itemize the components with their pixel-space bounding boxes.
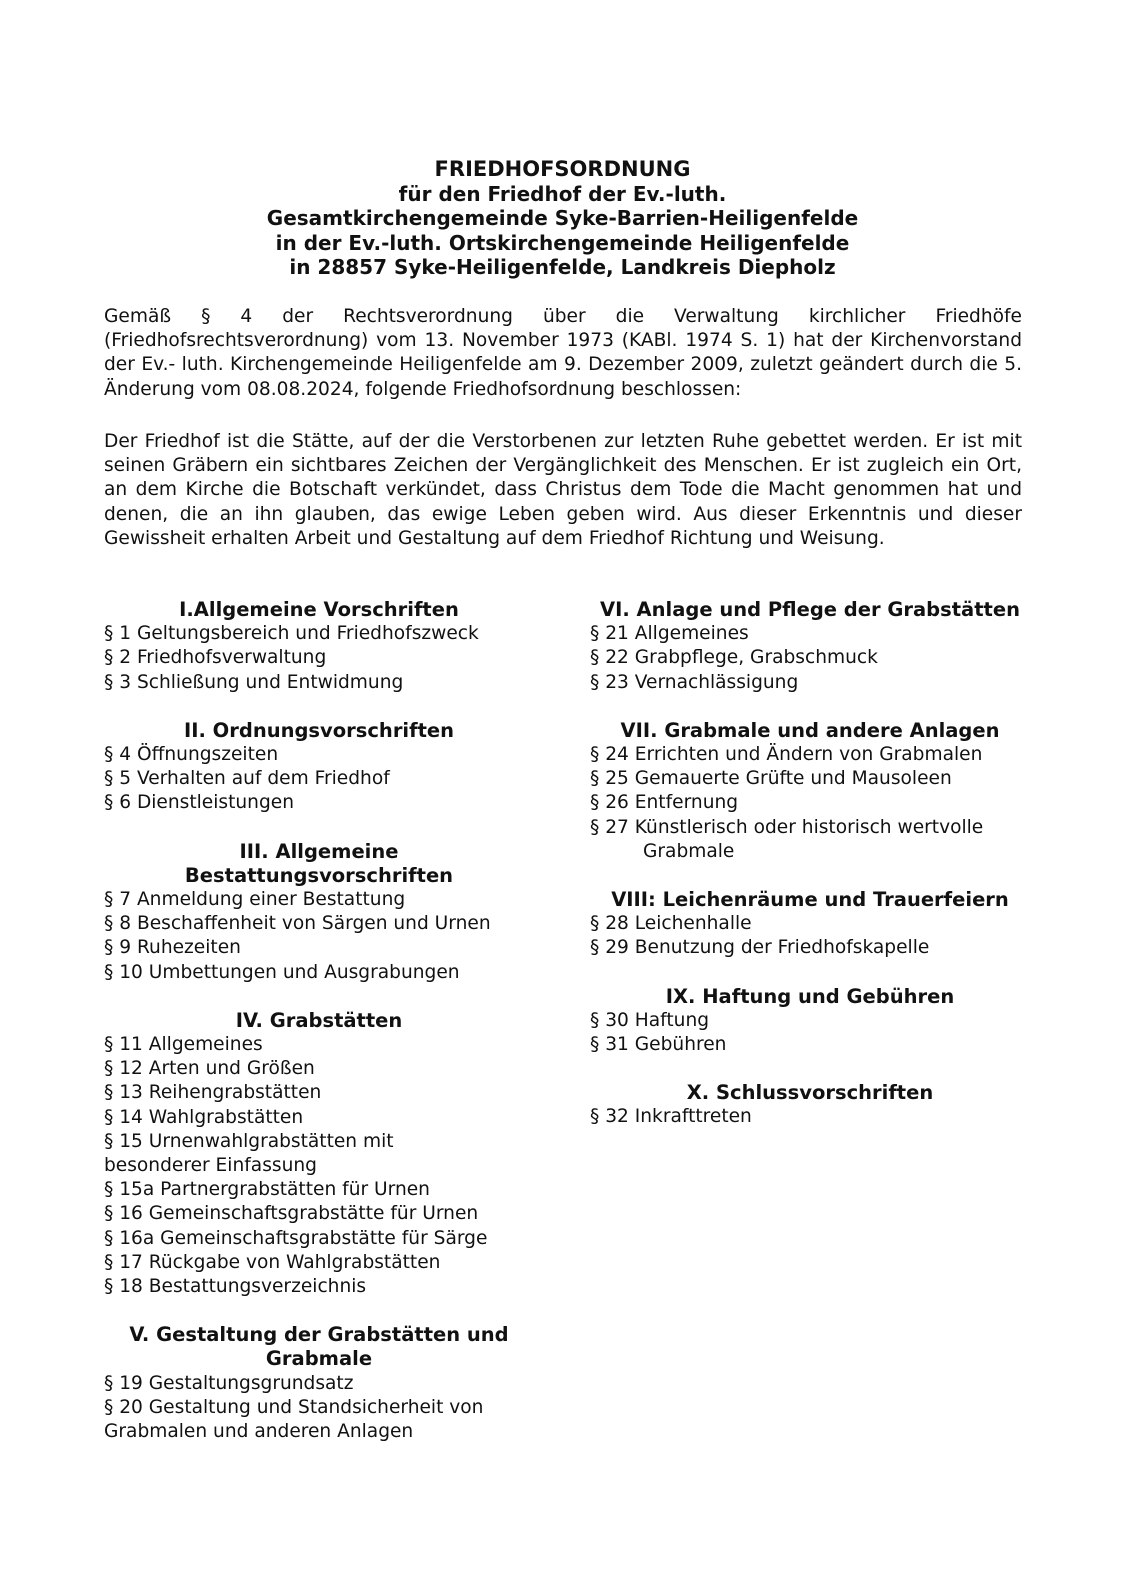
toc-item: § 8 Beschaffenheit von Särgen und Urnen	[104, 913, 491, 935]
toc-item: § 2 Friedhofsverwaltung	[104, 647, 327, 669]
toc-item: § 1 Geltungsbereich und Friedhofszweck	[104, 623, 479, 645]
toc-left-column	[104, 598, 534, 1468]
toc-item: § 27 Künstlerisch oder historisch wertvolle Grabmale	[590, 816, 984, 862]
toc-item: § 12 Arten und Größen	[104, 1058, 315, 1080]
toc-item: § 29 Benutzung der Friedhofskapelle	[590, 937, 930, 959]
section-heading: II. Ordnungsvorschriften	[183, 718, 455, 742]
toc-section-6	[590, 598, 1030, 695]
toc-item: § 19 Gestaltungsgrundsatz	[104, 1372, 354, 1394]
toc-item: § 15a Partnergrabstätten für Urnen	[104, 1179, 430, 1201]
toc-item: § 16 Gemeinschaftsgrabstätte für Urnen	[104, 1203, 479, 1225]
section-heading: III. Allgemeine Bestattungsvorschriften	[184, 839, 454, 887]
toc-item: § 10 Umbettungen und Ausgrabungen	[104, 961, 460, 983]
title-block	[0, 157, 1125, 280]
toc-item: § 13 Reihengrabstätten	[104, 1082, 322, 1104]
toc-item: § 31 Gebühren	[590, 1034, 727, 1056]
toc-right-column	[590, 598, 1030, 1154]
toc-item: § 18 Bestattungsverzeichnis	[104, 1276, 367, 1298]
toc-section-7	[590, 719, 1030, 864]
toc-section-2	[104, 719, 534, 816]
toc-item: § 6 Dienstleistungen	[104, 792, 294, 814]
toc-item: § 7 Anmeldung einer Bestattung	[104, 889, 406, 911]
section-heading: I.Allgemeine Vorschriften	[179, 598, 459, 621]
toc-item: § 25 Gemauerte Grüfte und Mausoleen	[590, 768, 952, 790]
toc-item: § 21 Allgemeines	[590, 623, 749, 645]
toc-item: § 23 Vernachlässigung	[590, 671, 799, 693]
toc-item: § 24 Errichten und Ändern von Grabmalen	[590, 744, 983, 766]
toc-section-5	[104, 1323, 534, 1444]
section-heading: VIII: Leichenräume und Trauerfeiern	[611, 888, 1009, 912]
subtitle-line-4: in 28857 Syke-Heiligenfelde, Landkreis Diepholz	[289, 255, 836, 279]
document-title: FRIEDHOFSORDNUNG	[434, 157, 691, 181]
toc-section-3	[104, 840, 534, 985]
toc-item: § 22 Grabpflege, Grabschmuck	[590, 647, 878, 669]
toc-item: § 32 Inkrafttreten	[590, 1106, 752, 1128]
toc-item: § 20 Gestaltung und Standsicherheit von Grabmalen und anderen Anlagen	[104, 1396, 484, 1443]
subtitle-line-1: für den Friedhof der Ev.-luth.	[398, 181, 727, 206]
section-heading: VI. Anlage und Pflege der Grabstätten	[600, 598, 1020, 621]
toc-section-9	[590, 985, 1030, 1058]
toc-item: § 17 Rückgabe von Wahlgrabstätten	[104, 1251, 441, 1273]
toc-section-1	[104, 598, 534, 695]
toc-item: § 4 Öffnungszeiten	[104, 744, 279, 766]
toc-section-10	[590, 1081, 1030, 1129]
toc-item: § 26 Entfernung	[590, 792, 739, 814]
toc-item: § 5 Verhalten auf dem Friedhof	[104, 768, 390, 790]
section-heading: IV. Grabstätten	[235, 1008, 403, 1032]
toc-item: § 30 Haftung	[590, 1009, 710, 1031]
toc-item: § 16a Gemeinschaftsgrabstätte für Särge	[104, 1227, 488, 1249]
intro-paragraph-1: Gemäß § 4 der Rechtsverordnung über die Verwaltung kirchlicher Friedhöfe (Friedhofsrechtsverordnung) vom 13. November 1973 (KABl. 1974 S. 1) hat der Kirchenvorstand der Ev.- luth. Kirchengemeinde Heiligenfelde am 9. Dezember 2009, zuletzt geändert durch die 5. Änderung vom 08.08.2024, folgende Friedhofsordnung beschlossen:	[104, 306, 1022, 400]
toc-item: § 14 Wahlgrabstätten	[104, 1106, 304, 1128]
subtitle-line-3: in der Ev.-luth. Ortskirchengemeinde Heiligenfelde	[275, 230, 850, 255]
toc-item: § 9 Ruhezeiten	[104, 937, 241, 959]
subtitle-line-2: Gesamtkirchengemeinde Syke-Barrien-Heiligenfelde	[266, 206, 859, 230]
toc-section-4	[104, 1009, 534, 1299]
toc-item: § 3 Schließung und Entwidmung	[104, 671, 404, 693]
section-heading: X. Schlussvorschriften	[686, 1081, 934, 1105]
section-heading: V. Gestaltung der Grabstätten und Grabmale	[129, 1323, 509, 1371]
toc-item: § 11 Allgemeines	[104, 1034, 263, 1056]
section-heading: VII. Grabmale und andere Anlagen	[620, 718, 1000, 742]
toc-item: § 28 Leichenhalle	[590, 913, 752, 935]
intro-paragraph-2: Der Friedhof ist die Stätte, auf der die Verstorbenen zur letzten Ruhe gebettet werden. Er ist mit seinen Gräbern ein sichtbares Zeichen der Vergänglichkeit des Menschen. Er ist zugleich ein Ort, an dem Kirche die Botschaft verkündet, dass Christus dem Tode die Macht genommen hat und denen, die an ihn glauben, das ewige Leben geben wird. Aus dieser Erkenntnis und dieser Gewissheit erhalten Arbeit und Gestaltung auf dem Friedhof Richtung und Weisung.	[104, 431, 1022, 549]
toc-item: § 15 Urnenwahlgrabstätten mit besonderer Einfassung	[104, 1130, 394, 1177]
toc-section-8	[590, 888, 1030, 961]
section-heading: IX. Haftung und Gebühren	[665, 984, 955, 1008]
